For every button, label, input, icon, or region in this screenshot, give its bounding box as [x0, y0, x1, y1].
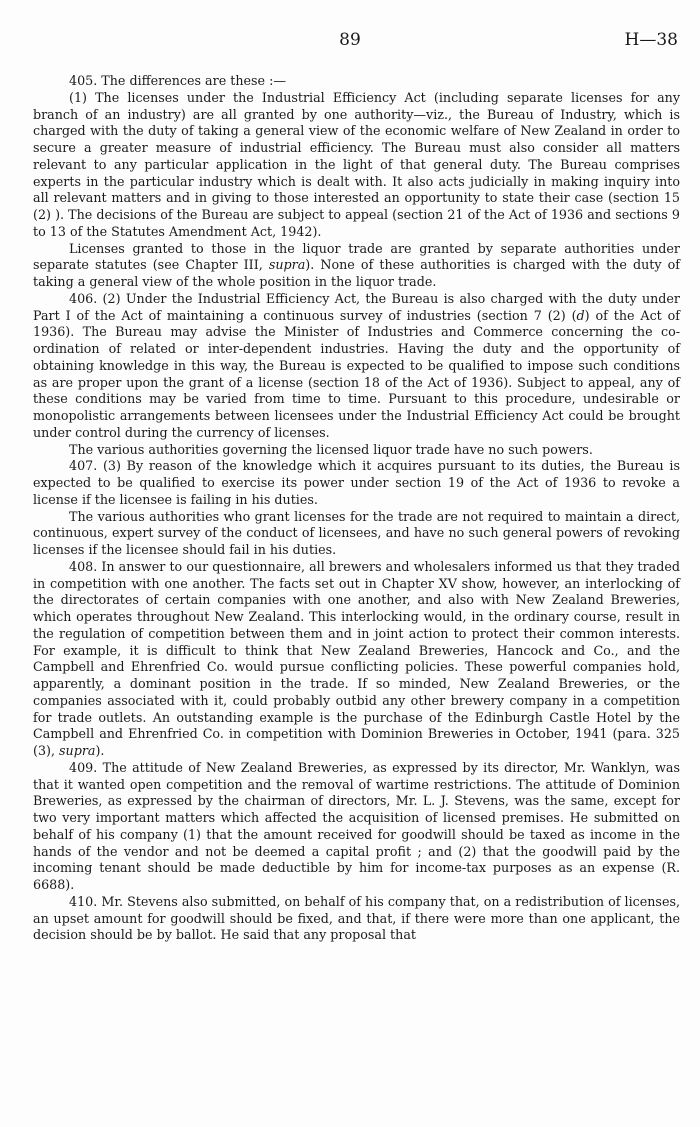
body-text	[33, 73, 680, 944]
paragraph-410: 410. Mr. Stevens also submitted, on behalf of his company that, on a redistribution of licenses, an upset amount for goodwill should be fixed, and that, if there were more than one applicant, the decision should be by ballot. He said that any proposal that	[33, 893, 680, 943]
paragraph-407: 407. (3) By reason of the knowledge which it acquires pursuant to its duties, the Bureau is expected to be qualified to exercise its power under section 19 of the Act of 1936 to revoke a license if the licensee is failing in his duties.	[33, 458, 680, 507]
paragraph-408: 408. In answer to our questionnaire, all brewers and wholesalers informed us that they traded in competition with one another. The facts set out in Chapter XV show, however, an interlocking of the directorates of certain companies with one another, and also with New Zealand Breweries, which operates throughout New Zealand. This interlocking would, in the ordinary course, result in the regulation of competition between them and in joint action to protect their common interests. For example, it is difficult to think that New Zealand Breweries, Hancock and Co., and the Campbell and Ehrenfried Co. would pursue conflicting policies. These powerful companies hold, apparently, a dominant position in the trade. If so minded, New Zealand Breweries, or the companies associated with it, could probably outbid any other brewery company in a competition for trade outlets. An outstanding example is the purchase of the Edinburgh Castle Hotel by the Campbell and Ehrenfried Co. in competition with Dominion Breweries in October, 1941 (para. 325 (3), supra).	[33, 558, 680, 758]
paragraph-406-liquor: The various authorities governing the licensed liquor trade have no such powers.	[69, 441, 593, 457]
paragraph-406: 406. (2) Under the Industrial Efficiency Act, the Bureau is also charged with the duty under Part I of the Act of maintaining a continuous survey of industries (section 7 (2) (d) of the Act of 1936). The Bureau may advise the Minister of Industries and Commerce concerning the co-ordination of related or inter-dependent industries. Having the duty and the opportunity of obtaining knowledge in this way, the Bureau is expected to be qualified to impose such conditions as are proper upon the grant of a license (section 18 of the Act of 1936). Subject to appeal, any of these conditions may be varied from time to time. Pursuant to this procedure, undesirable or monopolistic arrangements between licensees under the Industrial Efficiency Act could be brought under control during the currency of licenses.	[33, 290, 680, 440]
paragraph-405-intro: 405. The differences are these :—	[69, 73, 287, 88]
paragraph-405-liquor-licenses: Licenses granted to those in the liquor trade are granted by separate authorities under separate statutes (see Chapter III, supra). None of these authorities is charged with the duty of taking a general view of the whole position in the liquor trade.	[33, 240, 680, 289]
paragraph-407-liquor: The various authorities who grant licenses for the trade are not required to maintain a direct, continuous, expert survey of the conduct of licensees, and have no such general powers of revoking licenses if the licensee should fail in his duties.	[33, 508, 680, 557]
page-number: 89	[339, 30, 361, 50]
document-code: H—38	[624, 30, 678, 50]
paragraph-409: 409. The attitude of New Zealand Breweries, as expressed by its director, Mr. Wanklyn, was that it wanted open competition and the removal of wartime restrictions. The attitude of Dominion Breweries, as expressed by the chairman of directors, Mr. L. J. Stevens, was the same, except for two very important matters which affected the acquisition of licensed premises. He submitted on behalf of his company (1) that the amount received for goodwill should be taxed as income in the hands of the vendor and not be deemed a capital profit ; and (2) that the goodwill paid by the incoming tenant should be made deductible by him for income-tax purposes as an expense (R. 6688).	[33, 759, 680, 892]
paragraph-405-point-1: (1) The licenses under the Industrial Efficiency Act (including separate licenses for any branch of an industry) are all granted by one authority—viz., the Bureau of Industry, which is charged with the duty of taking a general view of the economic welfare of New Zealand in order to secure a greater measure of industrial efficiency. The Bureau must also consider all matters relevant to any particular application in the light of that general duty. The Bureau comprises experts in the particular industry which is dealt with. It also acts judicially in making inquiry into all relevant matters and in giving to those interested an opportunity to state their case (section 15 (2) ). The decisions of the Bureau are subject to appeal (section 21 of the Act of 1936 and sections 9 to 13 of the Statutes Amendment Act, 1942).	[33, 89, 680, 239]
page-header	[0, 30, 700, 54]
